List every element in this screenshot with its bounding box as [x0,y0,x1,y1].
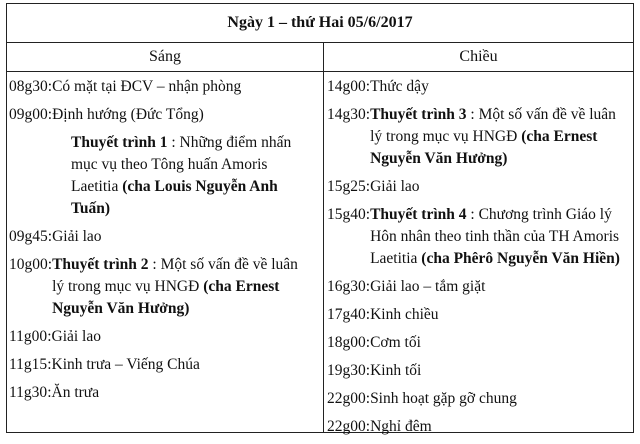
talk-label: Thuyết trình 2 [52,256,149,273]
afternoon-column [327,76,623,444]
schedule-entry: 17g40 : Kinh chiều [327,304,623,326]
column-divider [323,43,324,432]
schedule-entry: 15g25 : Giải lao [327,176,623,198]
morning-header: Sáng [149,48,181,65]
entry-description [52,104,309,126]
entry-description [370,360,623,382]
entry-text: Chương trình Giáo lý Hôn nhân theo tinh thần của TH Amoris Laetitia [370,206,620,267]
schedule-entry: 08g30 : Có mặt tại ĐCV – nhận phòng [9,76,309,98]
entry-time: 19g30 [327,362,366,379]
entry-text: Những điểm nhấn mục vụ theo Tông huấn Amoris Laetitia [71,134,292,195]
speaker-name: (cha Phêrô Nguyễn Văn Hiền) [421,250,620,267]
entry-time: 15g40 [327,206,366,223]
talk-label: Thuyết trình 1 [71,134,168,151]
entry-description [370,332,623,354]
schedule-entry: 22g00 : Nghỉ đêm [327,416,623,438]
schedule-entry: 15g40 : Thuyết trình 4 : Chương trình Giáo lý Hôn nhân theo tinh thần của TH Amoris Laetitia (cha Phêrô Nguyễn Văn Hiền) [327,204,623,270]
entry-text: Cơm tối [370,334,421,351]
entry-time: 11g30 [9,384,48,401]
column-header-row [7,43,633,72]
entry-time: 08g30 [9,78,48,95]
entry-text: Kinh trưa – Viếng Chúa [51,356,200,373]
entry-text: Định hướng (Đức Tổng) [52,106,204,123]
schedule-entry: 16g30 : Giải lao – tắm giặt [327,276,623,298]
entry-description [52,382,310,404]
entry-description [52,76,309,98]
entry-time: 16g30 [327,278,366,295]
schedule-entry [9,132,309,220]
entry-text: Giải lao [370,178,420,195]
entry-text: Giải lao [51,328,101,345]
entry-description [370,416,623,438]
schedule-title: Ngày 1 – thứ Hai 05/6/2017 [7,4,633,43]
morning-column [9,76,309,410]
entry-description [370,304,623,326]
schedule-entry: 14g00 : Thức dậy [327,76,623,98]
entry-description [370,276,623,298]
entry-description [52,326,310,348]
schedule-entry: 11g30 : Ăn trưa [9,382,309,404]
entry-text: Giải lao [52,228,102,245]
schedule-entry: 09g45 : Giải lao [9,226,309,248]
entry-text: Giải lao – tắm giặt [370,278,486,295]
entry-description: Thuyết trình 4 : Chương trình Giáo lý Hôn nhân theo tinh thần của TH Amoris Laetitia (cha Phêrô Nguyễn Văn Hiền) [370,206,620,267]
talk-label: Thuyết trình 3 [370,106,467,123]
talk-label: Thuyết trình 4 [370,206,467,223]
entry-time: 22g00 [327,418,366,435]
entry-text: Sinh hoạt gặp gỡ chung [370,390,517,407]
entry-description: Thuyết trình 1 : Những điểm nhấn mục vụ theo Tông huấn Amoris Laetitia (cha Louis Nguyễn Anh Tuấn) [71,134,292,217]
entry-description: Thuyết trình 3 : Một số vấn đề về luân lý trong mục vụ HNGĐ (cha Ernest Nguyễn Văn Hưởng) [370,106,616,167]
entry-description [370,388,623,410]
schedule-entry: 18g00 : Cơm tối [327,332,623,354]
entry-time: 18g00 [327,334,366,351]
afternoon-header: Chiều [459,48,498,65]
entry-text: Có mặt tại ĐCV – nhận phòng [52,78,242,95]
entry-text: Thức dậy [370,78,429,95]
entry-text: Một số vấn đề về luân lý trong mục vụ HNGĐ [52,256,298,295]
speaker-name: (cha Louis Nguyễn Anh Tuấn) [71,178,278,217]
entry-text: Ăn trưa [51,384,100,401]
speaker-name: (cha Ernest Nguyễn Văn Hưởng) [52,278,280,317]
entry-time: 11g15 [9,356,48,373]
entry-description [370,76,623,98]
entry-text: Nghỉ đêm [370,418,432,435]
entry-description [52,354,310,376]
schedule-entry: 22g00 : Sinh hoạt gặp gỡ chung [327,388,623,410]
schedule-entry: 10g00 : Thuyết trình 2 : Một số vấn đề về luân lý trong mục vụ HNGĐ (cha Ernest Nguyễn Văn Hưởng) [9,254,309,320]
entry-time: 14g00 [327,78,366,95]
schedule-entry: 11g15 : Kinh trưa – Viếng Chúa [9,354,309,376]
entry-text: Kinh chiều [370,306,439,323]
schedule-entry: 11g00 : Giải lao [9,326,309,348]
schedule-entry: 19g30 : Kinh tối [327,360,623,382]
schedule-entry: 09g00 : Định hướng (Đức Tổng) [9,104,309,126]
entry-text: Kinh tối [370,362,422,379]
entry-time: 17g40 [327,306,366,323]
entry-time: 11g00 [9,328,48,345]
entry-text: Một số vấn đề về luân lý trong mục vụ HNGĐ [370,106,616,145]
entry-description: Thuyết trình 2 : Một số vấn đề về luân lý trong mục vụ HNGĐ (cha Ernest Nguyễn Văn Hưởng) [52,256,298,317]
entry-time: 14g30 [327,106,366,123]
entry-time: 09g00 [9,106,48,123]
entry-time: 09g45 [9,228,48,245]
schedule-entry: 14g30 : Thuyết trình 3 : Một số vấn đề về luân lý trong mục vụ HNGĐ (cha Ernest Nguyễn Văn Hưởng) [327,104,623,170]
speaker-name: (cha Ernest Nguyễn Văn Hưởng) [370,128,598,167]
entry-time: 22g00 [327,390,366,407]
entry-description [52,226,309,248]
entry-time: 15g25 [327,178,366,195]
entry-time: 10g00 [9,256,48,273]
entry-description [370,176,623,198]
